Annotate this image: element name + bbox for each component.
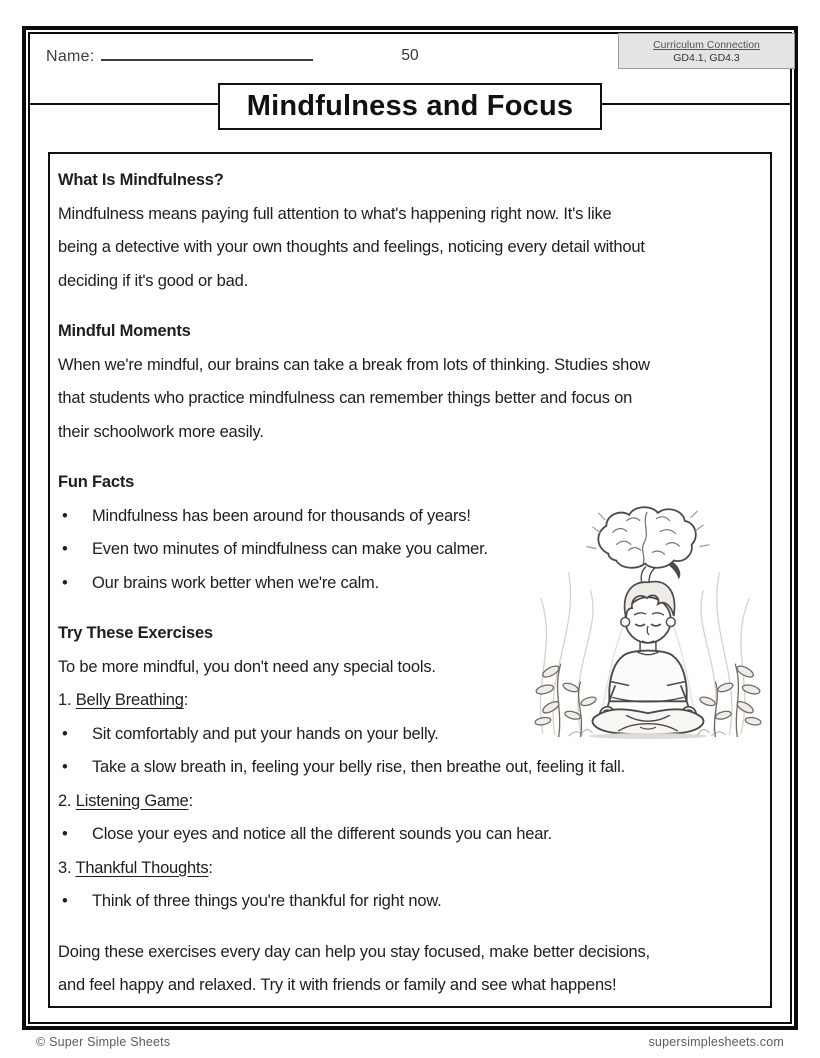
paragraph-line: that students who practice mindfulness can remember things better and focus on	[58, 389, 633, 407]
exercise-name: Listening Game	[75, 791, 189, 810]
footer-website: supersimplesheets.com	[648, 1035, 784, 1049]
ground-shadow	[589, 733, 708, 739]
section-heading-fun-facts: Fun Facts	[58, 473, 135, 491]
footer-copyright: © Super Simple Sheets	[36, 1035, 171, 1049]
bullet-icon: •	[62, 892, 68, 910]
curriculum-connection-box	[618, 33, 795, 69]
bullet-icon: •	[62, 506, 68, 525]
exercise-label: 1. Belly Breathing:	[58, 691, 189, 709]
paragraph-line: When we're mindful, our brains can take a break from lots of thinking. Studies show	[58, 355, 650, 374]
paragraph-line: Mindfulness means paying full attention to what's happening right now. It's like	[58, 204, 612, 223]
section-heading-try-exercises: Try These Exercises	[58, 624, 213, 642]
section-heading-what-is: What Is Mindfulness?	[58, 171, 224, 189]
list-item: • Sit comfortably and put your hands on your belly.	[58, 718, 760, 752]
exercise-name: Thankful Thoughts	[75, 858, 209, 877]
reading-passage	[48, 152, 772, 1008]
exercise-label: 3. Thankful Thoughts:	[58, 858, 213, 877]
bullet-icon: •	[62, 540, 68, 558]
closing-line: and feel happy and relaxed. Try it with friends or family and see what happens!	[58, 976, 617, 994]
page-number: 50	[401, 47, 419, 64]
meditation-illustration	[529, 506, 767, 740]
list-item: • Even two minutes of mindfulness can make you calmer.	[58, 533, 760, 567]
leaf-left-icon	[534, 664, 597, 737]
exercise-label: 2. Listening Game:	[58, 791, 193, 810]
boy-figure	[593, 566, 704, 734]
name-label: Name:	[46, 48, 95, 65]
worksheet-title: Mindfulness and Focus	[218, 83, 602, 130]
list-item: • Take a slow breath in, feeling your belly rise, then breathe out, feeling it fall.	[58, 751, 760, 785]
bullet-icon: •	[62, 573, 68, 592]
brain-icon	[587, 507, 710, 579]
section-heading-mindful-moments: Mindful Moments	[58, 322, 191, 340]
curriculum-title: Curriculum Connection	[653, 38, 760, 51]
curriculum-codes: GD4.1, GD4.3	[673, 51, 740, 64]
bullet-icon: •	[62, 758, 68, 776]
paragraph-line: being a detective with your own thoughts and feelings, noticing every detail without	[58, 238, 645, 256]
paragraph-line: To be more mindful, you don't need any special tools.	[58, 657, 436, 676]
paragraph-line: their schoolwork more easily.	[58, 422, 264, 441]
exercise-name: Belly Breathing	[75, 691, 184, 709]
paragraph-line: deciding if it's good or bad.	[58, 271, 248, 290]
bullet-icon: •	[62, 825, 68, 843]
list-item: • Our brains work better when we're calm.	[58, 567, 760, 601]
bullet-icon: •	[62, 724, 68, 743]
list-item: • Think of three things you're thankful for right now.	[58, 885, 760, 919]
closing-line: Doing these exercises every day can help you stay focused, make better decisions,	[58, 942, 650, 961]
list-item: • Mindfulness has been around for thousands of years!	[58, 500, 760, 534]
list-item: • Close your eyes and notice all the different sounds you can hear.	[58, 818, 760, 852]
